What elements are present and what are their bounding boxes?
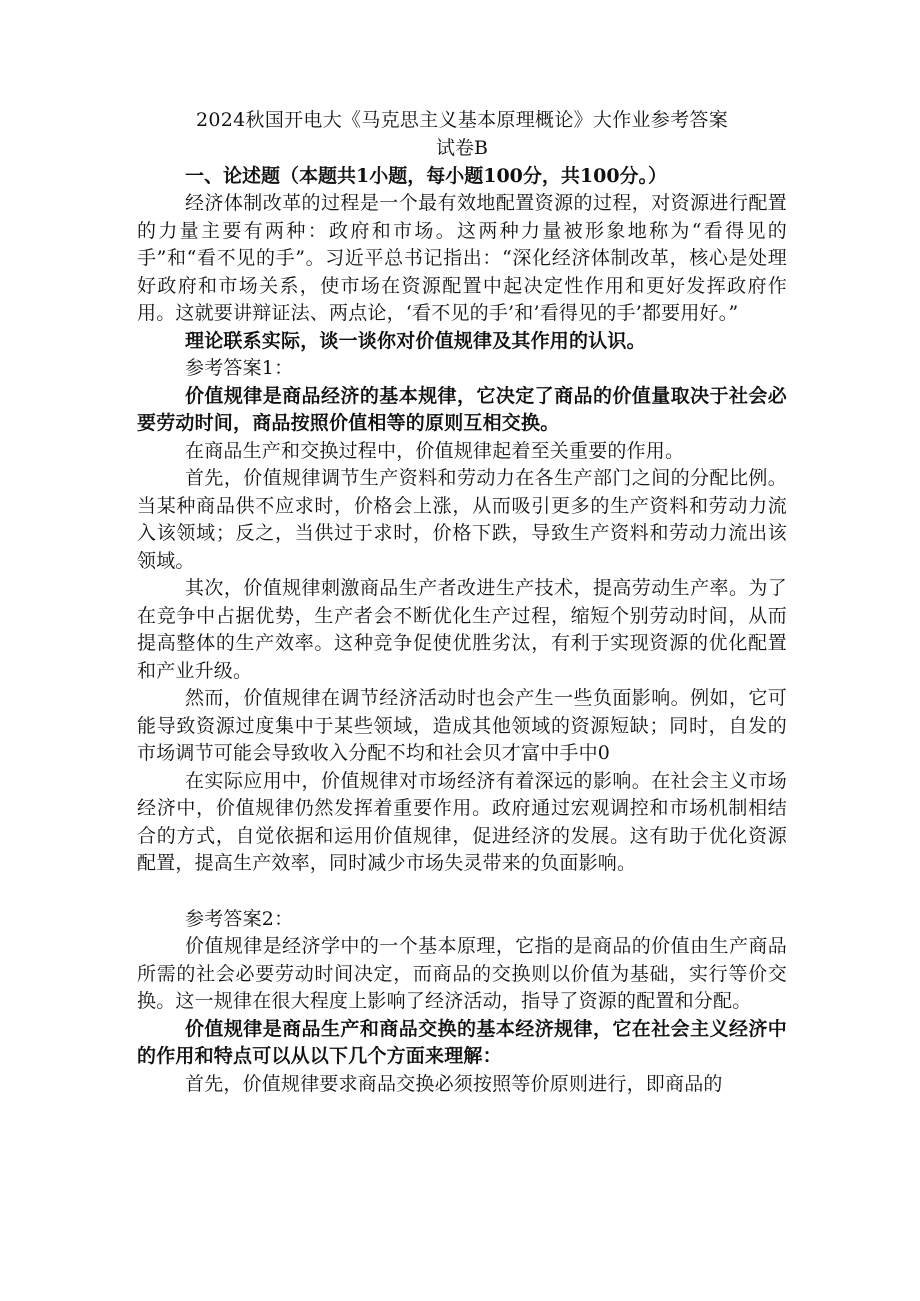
answer1-paragraph-2: 首先，价值规律调节生产资料和劳动力在各生产部门之间的分配比例。当某种商品供不应求时，价格会上涨，从而吸引更多的生产资料和劳动力流入该领域；反之，当供过于求时，价格下跌，导致生产资料和劳动力流出该领域。	[137, 467, 787, 572]
blank-line	[137, 878, 787, 906]
document-title: 2024秋国开电大《马克思主义基本原理概论》大作业参考答案	[195, 109, 729, 131]
answer2-paragraph-2: 首先，价值规律要求商品交换必须按照等价原则进行，即商品的	[185, 1072, 723, 1095]
answer1-paragraph-4: 然而，价值规律在调节经济活动时也会产生一些负面影响。例如，它可能导致资源过度集中于某些领域，造成其他领域的资源短缺；同时，自发的市场调节可能会导致收入分配不均和社会贝才富中手中0	[137, 687, 787, 764]
question-text: 理论联系实际，谈一谈你对价值规律及其作用的认识。	[185, 329, 646, 352]
answer1-thesis: 价值规律是商品经济的基本规律，它决定了商品的价值量取决于社会必要劳动时间，商品按照价值相等的原则互相交换。	[137, 384, 787, 434]
answer2-thesis: 价值规律是商品生产和商品交换的基本经济规律，它在社会主义经济中的作用和特点可以从以下几个方面来理解：	[137, 1017, 787, 1067]
answer1-paragraph-3: 其次，价值规律刺激商品生产者改进生产技术，提高劳动生产率。为了在竞争中占据优势，生产者会不断优化生产过程，缩短个别劳动时间，从而提高整体的生产效率。这种竞争促使优胜劣汰，有利于实现资源的优化配置和产业升级。	[137, 577, 787, 682]
section-heading: 一、论述题（本题共1小题，每小题100分，共100分。）	[185, 165, 668, 187]
document-subtitle: 试卷B	[436, 137, 488, 159]
answer1-paragraph-5: 在实际应用中，价值规律对市场经济有着深远的影响。在社会主义市场经济中，价值规律仍然发挥着重要作用。政府通过宏观调控和市场机制相结合的方式，自觉依据和运用价值规律，促进经济的发展。这有助于优化资源配置，提高生产效率，同时减少市场失灵带来的负面影响。	[137, 769, 787, 874]
answer1-label: 参考答案1：	[185, 357, 294, 379]
answer1-paragraph-1: 在商品生产和交换过程中，价值规律起着至关重要的作用。	[185, 439, 685, 462]
question-intro: 经济体制改革的过程是一个最有效地配置资源的过程，对资源进行配置的力量主要有两种：政府和市场。这两种力量被形象地称为“看得见的手”和“看不见的手”。习近平总书记指出：“深化经济体制改革，核心是处理好政府和市场关系，使市场在资源配置中起决定性作用和更好发挥政府作用。这就要讲辩证法、两点论，‘看不见的手’和’看得见的手’都要用好。”	[137, 192, 787, 324]
answer2-label: 参考答案2：	[185, 907, 294, 930]
document-page	[137, 106, 787, 1098]
answer2-paragraph-1: 价值规律是经济学中的一个基本原理，它指的是商品的价值由生产商品所需的社会必要劳动时间决定，而商品的交换则以价值为基础，实行等价交换。这一规律在很大程度上影响了经济活动，指导了资源的配置和分配。	[137, 935, 787, 1012]
